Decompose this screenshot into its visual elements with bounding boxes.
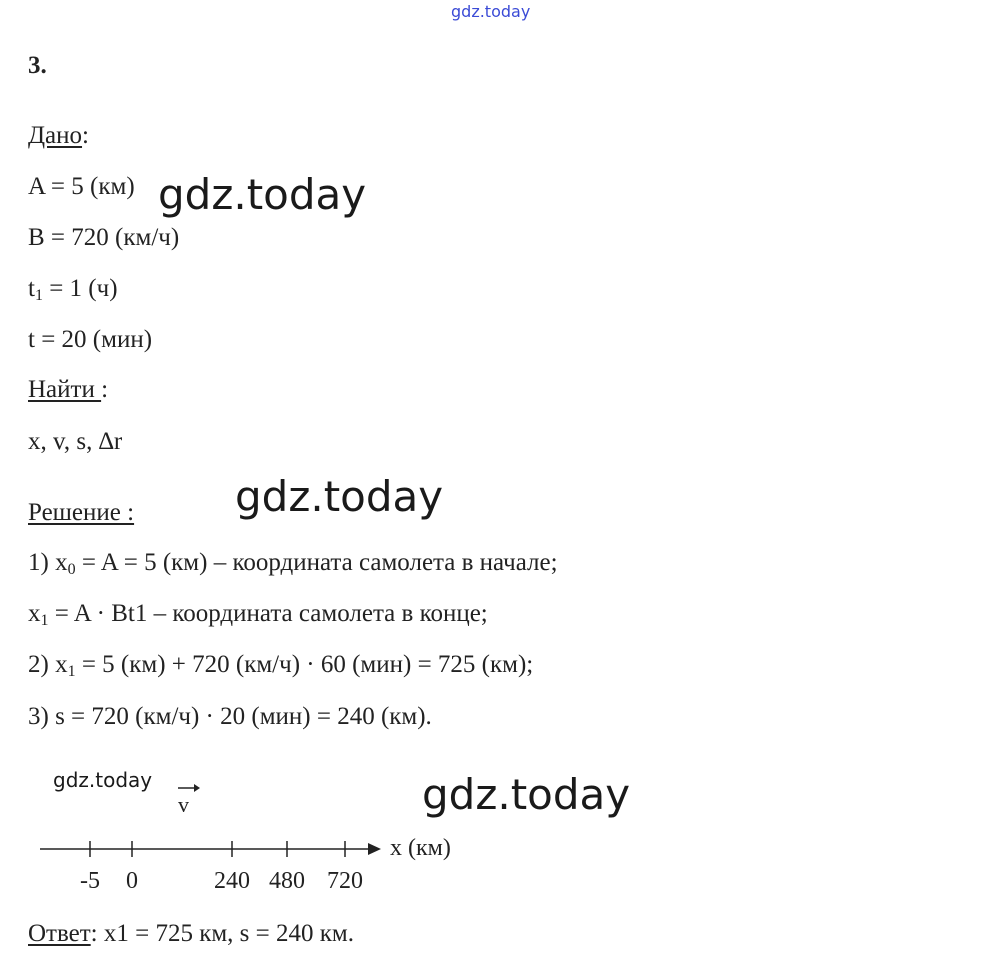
find-heading xyxy=(28,375,108,405)
axis-label: x (км) xyxy=(390,835,451,861)
given-heading-suffix: : xyxy=(82,122,89,149)
solution-line-2 xyxy=(28,599,488,636)
solution-heading: Решение : xyxy=(28,499,135,526)
solution-line-1-pre: 1) x xyxy=(28,549,68,576)
watermark-top: gdz.today xyxy=(451,2,531,21)
watermark-3: gdz.today xyxy=(53,768,153,792)
axis-arrow-head xyxy=(368,843,381,855)
vector-arrow-head xyxy=(194,784,200,792)
solution-line-2-sub: 1 xyxy=(40,612,49,629)
solution-line-1 xyxy=(28,548,558,585)
answer-text: : x1 = 725 км, s = 240 км. xyxy=(90,920,354,947)
problem-number: 3. xyxy=(28,52,47,79)
solution-line-4: 3) s = 720 (км/ч) · 20 (мин) = 240 (км). xyxy=(28,703,432,730)
watermark-1: gdz.today xyxy=(158,170,367,219)
given-heading xyxy=(28,121,89,151)
given-t1-sub: 1 xyxy=(34,287,43,304)
tick-label: 240 xyxy=(214,868,250,894)
given-t1-rest: = 1 (ч) xyxy=(42,275,118,302)
given-line-t1 xyxy=(28,274,118,311)
tick-label: 720 xyxy=(327,868,363,894)
tick-label: -5 xyxy=(80,868,100,894)
tick-label: 480 xyxy=(269,868,305,894)
vector-label: v xyxy=(178,792,189,817)
solution-line-1-sub: 0 xyxy=(67,561,76,578)
given-line-a: A = 5 (км) xyxy=(28,173,135,200)
watermark-2: gdz.today xyxy=(235,472,444,521)
solution-line-3-pre: 2) x xyxy=(28,651,68,678)
tick-label: 0 xyxy=(126,868,138,894)
solution-line-2-pre: x xyxy=(28,600,41,627)
given-line-b: B = 720 (км/ч) xyxy=(28,224,180,251)
answer-line xyxy=(28,919,354,949)
given-heading-label: Дано xyxy=(28,122,83,149)
answer-heading: Ответ xyxy=(28,920,91,947)
find-line: x, v, s, ∆r xyxy=(28,428,123,455)
find-heading-suffix: : xyxy=(101,376,109,403)
number-line-diagram xyxy=(0,760,520,900)
given-line-t: t = 20 (мин) xyxy=(28,326,153,353)
solution-line-2-rest: = A · Bt1 – координата самолета в конце; xyxy=(48,600,488,627)
solution-line-3-rest: = 5 (км) + 720 (км/ч) · 60 (мин) = 725 (км); xyxy=(75,651,534,678)
find-heading-label: Найти xyxy=(28,376,102,403)
watermark-4: gdz.today xyxy=(422,770,631,819)
solution-line-3-sub: 1 xyxy=(67,663,76,680)
solution-line-3 xyxy=(28,650,533,687)
solution-line-1-rest: = A = 5 (км) – координата самолета в начале; xyxy=(75,549,558,576)
given-t1-var: t xyxy=(28,275,35,302)
